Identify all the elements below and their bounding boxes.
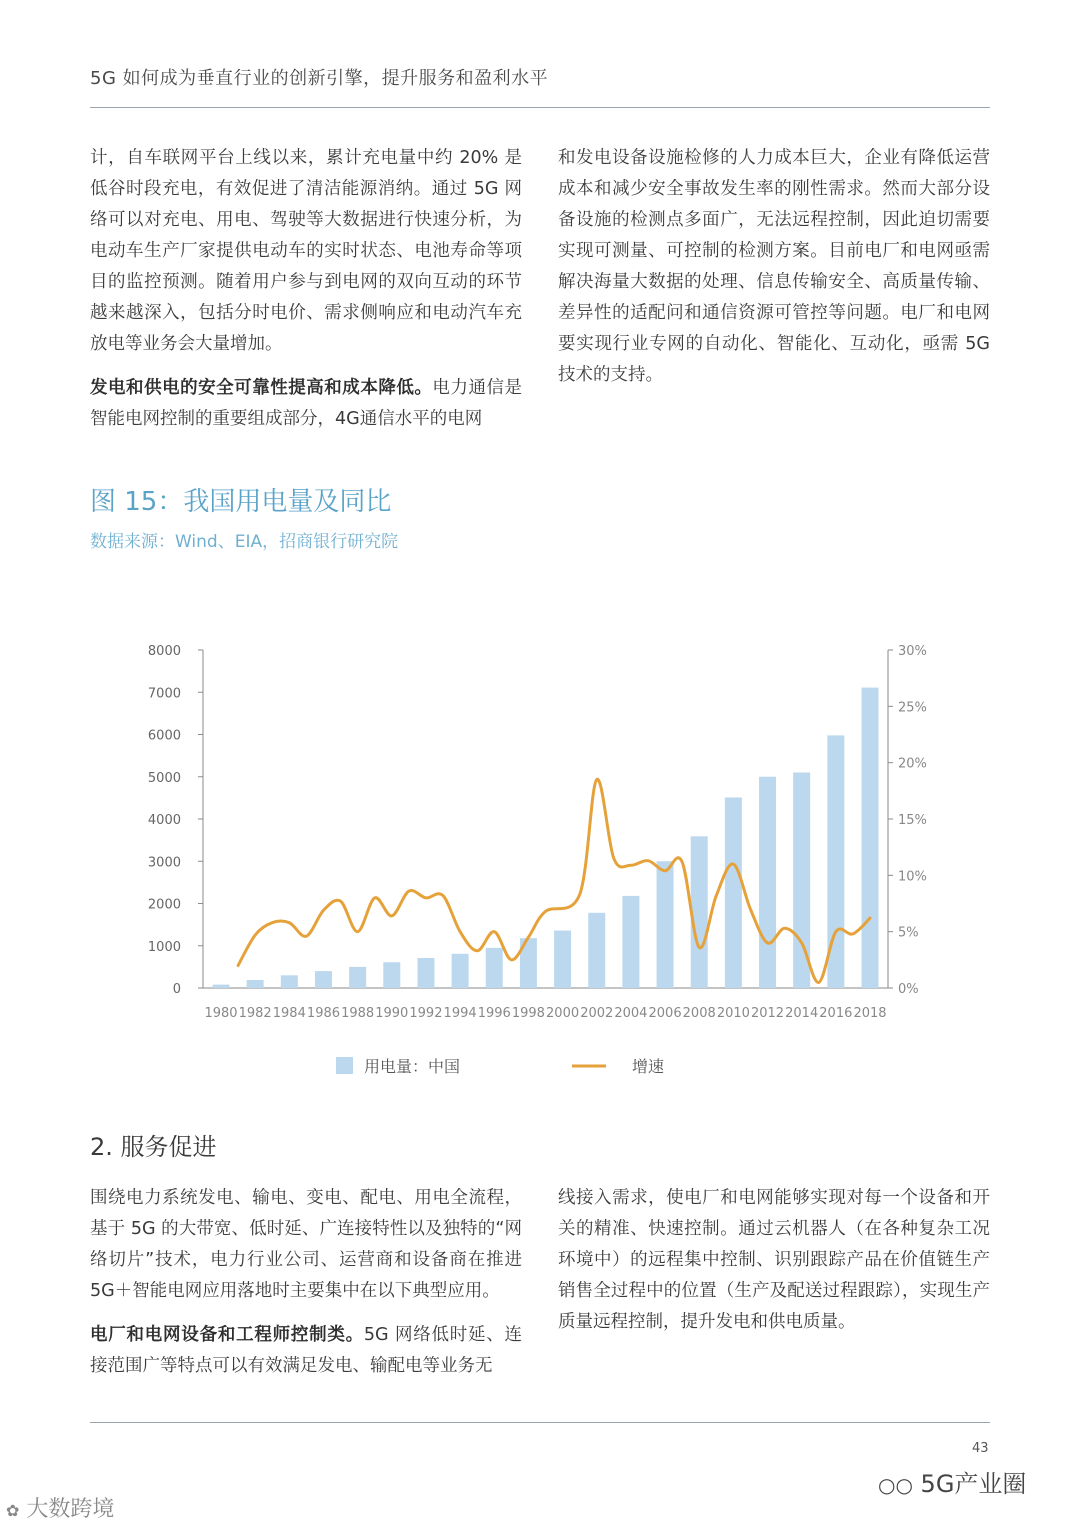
- x-tick-label: 1988: [341, 1006, 375, 1021]
- bar-1984: [281, 975, 298, 988]
- bar-2018: [862, 688, 879, 988]
- legend-line-label: 增速: [632, 1057, 665, 1076]
- x-tick-label: 1990: [375, 1006, 409, 1021]
- x-tick-label: 1980: [204, 1006, 238, 1021]
- bottom-right-column: [558, 1183, 990, 1351]
- bar-1980: [213, 985, 230, 988]
- brand-icon: ✿: [6, 1501, 20, 1520]
- header-title: 5G 如何成为垂直行业的创新引擎，提升服务和盈利水平: [90, 68, 549, 89]
- x-tick-label: 2014: [785, 1006, 819, 1021]
- bar-1986: [315, 971, 332, 988]
- legend-bar-label: 用电量：中国: [364, 1057, 461, 1076]
- x-tick-label: 1994: [443, 1006, 477, 1021]
- y-right-tick-label: 15%: [898, 813, 927, 828]
- y-right-tick-label: 20%: [898, 756, 927, 772]
- y-left-tick-label: 4000: [147, 813, 181, 828]
- x-tick-label: 1982: [238, 1006, 272, 1021]
- bar-1994: [452, 954, 469, 988]
- x-tick-label: 1996: [477, 1006, 511, 1021]
- legend-bar-swatch: [336, 1057, 353, 1074]
- bottom-right-paragraph-1: 线接入需求，使电厂和电网能够实现对每一个设备和开关的精准、快速控制。通过云机器人（在各种复杂工况环境中）的远程集中控制、识别跟踪产品在价值链生产销售全过程中的位置（生产及配送过程跟踪），实现生产质量远程控制，提升发电和供电质量。: [558, 1188, 990, 1332]
- y-left-tick-label: 6000: [147, 728, 181, 744]
- x-tick-label: 1986: [306, 1006, 341, 1021]
- section-title: 2. 服务促进: [90, 1133, 217, 1161]
- bar-1996: [486, 948, 503, 988]
- x-tick-label: 1984: [272, 1006, 306, 1021]
- x-tick-label: 2018: [853, 1006, 887, 1021]
- y-right-tick-label: 10%: [898, 869, 927, 885]
- y-left-tick-label: 7000: [147, 686, 181, 702]
- top-right-paragraph-1: 和发电设备设施检修的人力成本巨大，企业有降低运营成本和减少安全事故发生率的刚性需求。然而大部分设备设施的检测点多面广，无法远程控制，因此迫切需要实现可测量、可控制的检测方案。目前电厂和电网亟需解决海量大数据的处理、信息传输安全、高质量传输、差异性的适配问和通信资源可管控等问题。电厂和电网要实现行业专网的自动化、智能化、互动化，亟需 5G技术的支持。: [558, 148, 990, 385]
- bottom-left-column: [90, 1183, 522, 1395]
- y-left-tick-label: 8000: [147, 644, 181, 659]
- top-left-paragraph-2-bold: 发电和供电的安全可靠性提高和成本降低。: [90, 378, 433, 398]
- figure-source: 数据来源：Wind、EIA，招商银行研究院: [90, 532, 399, 552]
- y-left-tick-label: 1000: [147, 939, 181, 955]
- bar-2006: [657, 861, 674, 988]
- y-left-tick-label: 5000: [147, 770, 181, 786]
- x-tick-label: 2012: [750, 1006, 785, 1021]
- bar-2004: [622, 896, 639, 988]
- bar-2010: [725, 797, 742, 988]
- x-tick-label: 2004: [614, 1006, 648, 1021]
- y-right-tick-label: 5%: [898, 925, 919, 941]
- bar-1982: [247, 980, 264, 988]
- watermark-left-text: 大数跨境: [26, 1497, 115, 1522]
- page-number: 43: [972, 1441, 989, 1456]
- x-tick-label: 2000: [546, 1006, 580, 1021]
- y-right-tick-label: 30%: [898, 644, 927, 659]
- watermark-right: [878, 1464, 1026, 1499]
- bottom-left-paragraph-2-bold: 电厂和电网设备和工程师控制类。: [90, 1325, 364, 1345]
- x-tick-label: 2002: [580, 1006, 614, 1021]
- footer-rule: [90, 1422, 990, 1423]
- x-tick-label: 2016: [819, 1006, 853, 1021]
- y-right-tick-label: 25%: [898, 700, 927, 716]
- figure-title: 图 15：我国用电量及同比: [90, 487, 392, 517]
- watermark-left: [6, 1492, 114, 1523]
- watermark-right-text: 5G产业圈: [920, 1470, 1027, 1498]
- y-left-tick-label: 2000: [147, 897, 181, 913]
- bar-2000: [554, 931, 571, 988]
- bottom-left-paragraph-1: 围绕电力系统发电、输电、变电、配电、用电全流程，基于 5G 的大带宽、低时延、广连接特性以及独特的“网络切片”技术，电力行业公司、运营商和设备商在推进 5G＋智能电网应用落地时主要集中在以下典型应用。: [90, 1188, 522, 1301]
- bar-2008: [691, 836, 708, 988]
- bar-1992: [417, 958, 434, 988]
- x-tick-label: 2006: [648, 1006, 682, 1021]
- bar-2002: [588, 913, 605, 988]
- x-tick-label: 2010: [716, 1006, 750, 1021]
- chart-legend: [336, 1057, 664, 1076]
- bottom-left-paragraph-2-text: 5G 网络低时延、连接范围广等特点可以有效满足发电、输配电等业务无: [90, 1325, 523, 1376]
- wechat-icon: ○○: [878, 1473, 913, 1497]
- y-left-tick-label: 3000: [147, 855, 181, 871]
- top-left-column: [90, 143, 522, 448]
- bar-1988: [349, 967, 366, 988]
- top-left-paragraph-1: 计，自车联网平台上线以来，累计充电量中约 20% 是低谷时段充电，有效促进了清洁能源消纳。通过 5G 网络可以对充电、用电、驾驶等大数据进行快速分析，为电动车生产厂家提供电动车的实时状态、电池寿命等项目的监控预测。随着用户参与到电网的双向互动的环节越来越深入，包括分时电价、需求侧响应和电动汽车充放电等业务会大量增加。: [90, 148, 522, 354]
- top-left-paragraph-2: [90, 373, 522, 435]
- y-left-tick-label: 0: [172, 982, 181, 997]
- top-left-paragraph-2-text: 电力通信是智能电网控制的重要组成部分，4G通信水平的电网: [90, 378, 523, 429]
- x-tick-label: 2008: [682, 1006, 716, 1021]
- header-rule: [90, 107, 990, 108]
- bar-2012: [759, 777, 776, 988]
- y-right-tick-label: 0%: [898, 982, 919, 997]
- bottom-left-paragraph-2: [90, 1320, 522, 1382]
- electricity-chart: [0, 600, 1080, 1100]
- top-right-column: [558, 143, 990, 404]
- x-tick-label: 1998: [511, 1006, 545, 1021]
- bar-1990: [383, 962, 400, 988]
- x-tick-label: 1992: [409, 1006, 443, 1021]
- chart-bars: [213, 688, 879, 988]
